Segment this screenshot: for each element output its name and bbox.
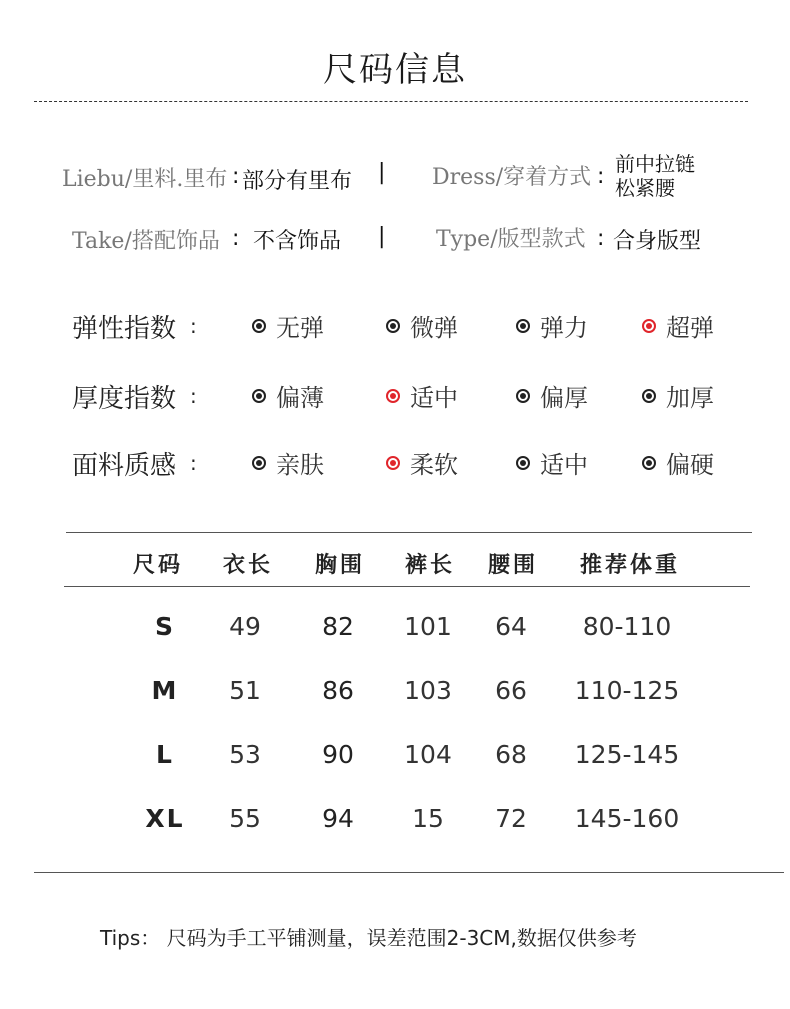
- table-cell: 104: [404, 740, 452, 769]
- radio-selected-icon: [642, 319, 656, 333]
- attribute-option: [252, 308, 324, 343]
- radio-icon: [516, 389, 530, 403]
- radio-icon: [386, 319, 400, 333]
- table-header-cell: 尺码: [132, 553, 183, 578]
- info-row-accessories: [0, 222, 790, 272]
- attribute-option: [252, 445, 324, 480]
- attribute-option: [516, 445, 588, 480]
- size-cell: M: [151, 676, 179, 705]
- radio-icon: [516, 319, 530, 333]
- radio-icon: [642, 389, 656, 403]
- attribute-option-label: 超弹: [666, 314, 714, 342]
- attribute-option-label: 微弹: [410, 314, 458, 342]
- attribute-option-label: 适中: [540, 451, 588, 479]
- take-key: Take/搭配饰品: [72, 229, 220, 254]
- table-cell: 86: [322, 676, 354, 705]
- attribute-label: 面料质感: [72, 451, 177, 481]
- attribute-option: [386, 445, 458, 480]
- radio-icon: [252, 456, 266, 470]
- table-cell: 101: [404, 612, 452, 641]
- attribute-option: [386, 308, 458, 343]
- table-cell: 72: [495, 804, 527, 833]
- attribute-option: [642, 445, 714, 480]
- radio-selected-icon: [386, 389, 400, 403]
- table-header-rule: [64, 586, 750, 587]
- attribute-option: [642, 378, 714, 413]
- radio-icon: [642, 456, 656, 470]
- tips-note: Tips： 尺码为手工平铺测量，误差范围2-3CM,数据仅供参考: [100, 926, 637, 950]
- table-cell: 94: [322, 804, 354, 833]
- take-value: 不含饰品: [253, 229, 342, 254]
- attribute-option-label: 偏厚: [540, 384, 588, 412]
- attribute-row: [0, 308, 790, 348]
- table-cell: 55: [229, 804, 261, 833]
- attribute-option-label: 偏硬: [666, 451, 714, 479]
- attribute-label: 厚度指数: [72, 384, 177, 414]
- lining-key: Liebu/里料.里布: [62, 167, 228, 192]
- dress-value-line2: 松紧腰: [615, 176, 675, 200]
- attribute-option: [516, 378, 588, 413]
- table-cell: 90: [322, 740, 354, 769]
- attribute-option-label: 柔软: [410, 451, 458, 479]
- radio-icon: [252, 319, 266, 333]
- size-cell: L: [156, 740, 174, 769]
- attribute-option: [642, 308, 714, 343]
- type-colon: :: [597, 226, 605, 251]
- size-cell: S: [154, 612, 175, 641]
- table-cell: 49: [229, 612, 261, 641]
- dashed-divider: [34, 101, 748, 102]
- lining-colon: :: [232, 164, 240, 189]
- table-header-cell: 胸围: [314, 553, 365, 578]
- table-cell: 51: [229, 676, 261, 705]
- take-colon: :: [232, 226, 240, 251]
- dress-value: [615, 152, 695, 200]
- info-row-lining: [0, 152, 790, 202]
- table-cell: 125-145: [574, 740, 680, 769]
- attribute-colon: :: [190, 451, 197, 475]
- table-cell: 110-125: [574, 676, 680, 705]
- radio-selected-icon: [386, 456, 400, 470]
- table-cell: 64: [495, 612, 527, 641]
- table-cell: 82: [322, 612, 354, 641]
- radio-icon: [252, 389, 266, 403]
- dress-colon: :: [597, 164, 605, 189]
- table-header-cell: 腰围: [487, 553, 538, 578]
- attribute-colon: :: [190, 314, 197, 338]
- attribute-option-label: 偏薄: [276, 384, 324, 412]
- table-top-rule: [66, 532, 752, 533]
- separator: |: [378, 224, 386, 249]
- radio-icon: [516, 456, 530, 470]
- table-cell: 68: [495, 740, 527, 769]
- table-cell: 103: [404, 676, 452, 705]
- lining-value: 部分有里布: [242, 169, 353, 194]
- attribute-colon: :: [190, 384, 197, 408]
- size-cell: XL: [145, 804, 185, 833]
- dress-value-line1: 前中拉链: [615, 152, 695, 176]
- attribute-option: [516, 308, 588, 343]
- attribute-option-label: 亲肤: [276, 451, 324, 479]
- attribute-option: [252, 378, 324, 413]
- attribute-option-label: 弹力: [540, 314, 588, 342]
- attribute-row: [0, 445, 790, 485]
- table-header-cell: 推荐体重: [579, 553, 680, 578]
- attribute-row: [0, 378, 790, 418]
- table-cell: 80-110: [582, 612, 672, 641]
- table-cell: 15: [412, 804, 444, 833]
- separator: |: [378, 160, 386, 185]
- dress-key: Dress/穿着方式: [432, 165, 592, 190]
- attribute-label: 弹性指数: [72, 314, 177, 344]
- table-cell: 66: [495, 676, 527, 705]
- attribute-option-label: 无弹: [276, 314, 324, 342]
- attribute-option-label: 加厚: [666, 384, 714, 412]
- attribute-option: [386, 378, 458, 413]
- table-cell: 53: [229, 740, 261, 769]
- type-value: 合身版型: [613, 229, 702, 254]
- table-header-cell: 衣长: [222, 553, 273, 578]
- type-key: Type/版型款式: [436, 227, 586, 252]
- table-bottom-rule: [34, 872, 784, 873]
- page-title: 尺码信息: [323, 50, 467, 90]
- table-cell: 145-160: [574, 804, 680, 833]
- table-header-cell: 裤长: [404, 553, 455, 578]
- attribute-option-label: 适中: [410, 384, 458, 412]
